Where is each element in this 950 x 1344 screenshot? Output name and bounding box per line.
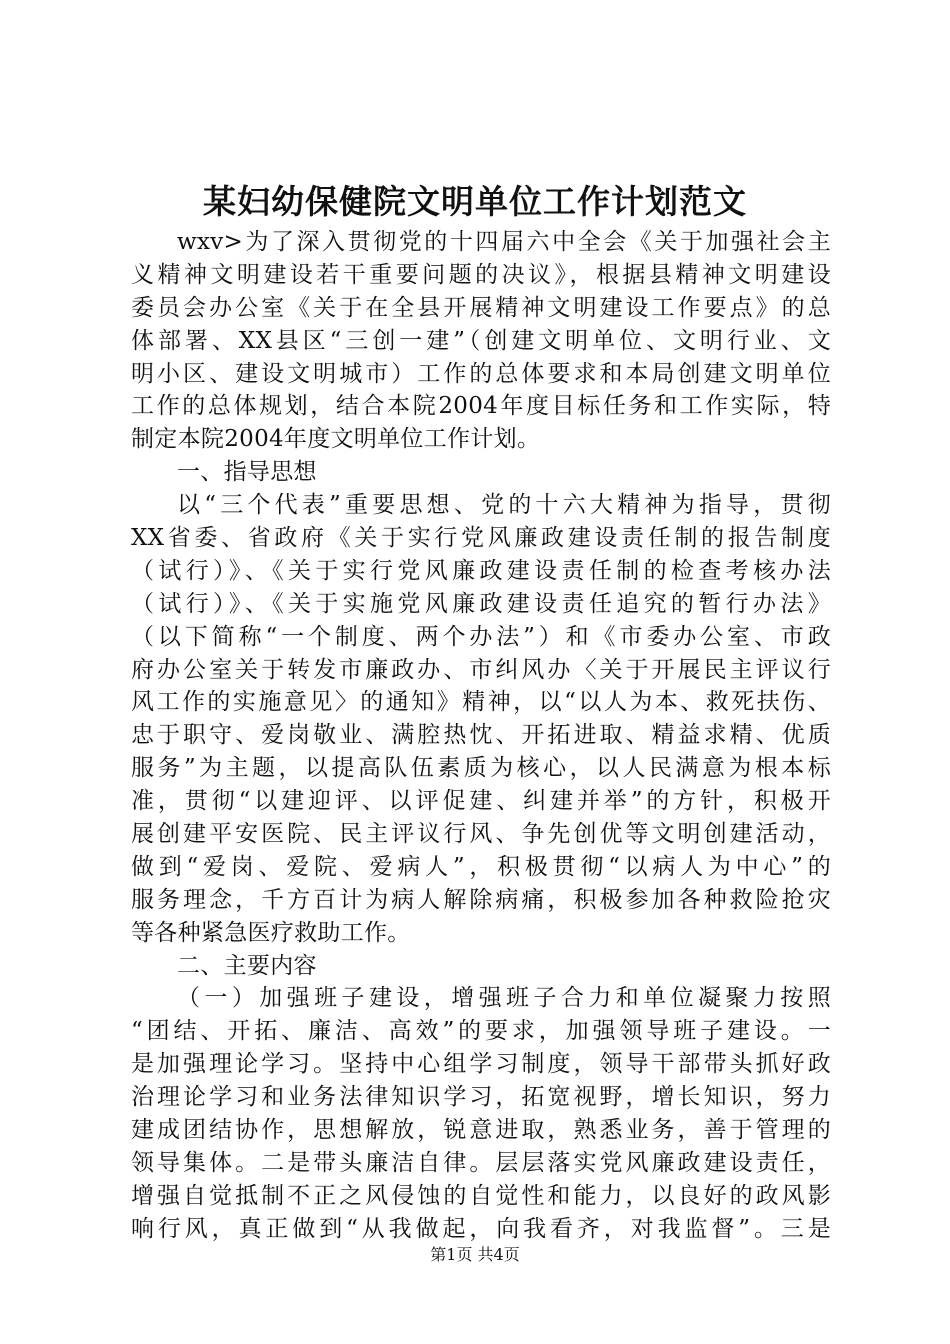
body-line: 响行风，真正做到“从我做起，向我看齐，对我监督”。三是 (131, 1215, 831, 1242)
body-line: 服务”为主题，以提高队伍素质为核心，以人民满意为根本标 (131, 755, 831, 782)
body-line: 忠于职守、爱岗敬业、满腔热忱、开拓进取、精益求精、优质 (131, 722, 831, 749)
body-line: 领导集体。二是带头廉洁自律。层层落实党风廉政建设责任， (131, 1149, 831, 1176)
body-line: 府办公室关于转发市廉政办、市纠风办〈关于开展民主评议行 (131, 656, 831, 683)
body-line: 风工作的实施意见〉的通知》精神，以“以人为本、救死扶伤、 (131, 689, 831, 716)
body-line: （试行）》、《关于实施党风廉政建设责任追究的暂行办法》 (131, 590, 831, 617)
body-line: wxv>为了深入贯彻党的十四届六中全会《关于加强社会主 (177, 229, 831, 255)
body-line: 是加强理论学习。坚持中心组学习制度，领导干部带头抓好政 (131, 1051, 831, 1078)
body-line: 以“三个代表”重要思想、党的十六大精神为指导，贯彻 (177, 492, 831, 519)
body-line: 制定本院2004年度文明单位工作计划。 (131, 426, 541, 453)
body-line: （以下简称“一个制度、两个办法”）和《市委办公室、市政 (131, 623, 831, 650)
body-line: 增强自觉抵制不正之风侵蚀的自觉性和能力，以良好的政风影 (131, 1182, 831, 1209)
body-line: （试行）》、《关于实行党风廉政建设责任制的检查考核办法 (131, 557, 831, 584)
body-line: “团结、开拓、廉洁、高效”的要求，加强领导班子建设。一 (131, 1018, 831, 1045)
document-body (131, 226, 831, 1246)
section-heading: 一、指导思想 (177, 459, 317, 486)
body-line: （一）加强班子建设，增强班子合力和单位凝聚力按照 (177, 985, 831, 1012)
body-line: 建成团结协作，思想解放，锐意进取，熟悉业务，善于管理的 (131, 1117, 831, 1144)
body-line: 做到“爱岗、爱院、爱病人”，积极贯彻“以病人为中心”的 (131, 853, 831, 880)
page-footer: 第1页 共4页 (430, 1245, 520, 1264)
section-heading: 二、主要内容 (177, 952, 317, 979)
body-line: 等各种紧急医疗救助工作。 (131, 919, 411, 946)
body-line: 体部署、XX县区“三创一建”（创建文明单位、文明行业、文 (131, 327, 831, 354)
body-line: 明小区、建设文明城市）工作的总体要求和本局创建文明单位 (131, 360, 831, 387)
body-line: 义精神文明建设若干重要问题的决议》，根据县精神文明建设 (131, 261, 831, 288)
body-line: 准，贯彻“以建迎评、以评促建、纠建并举”的方针，积极开 (131, 788, 831, 815)
body-line: 工作的总体规划，结合本院2004年度目标任务和工作实际，特 (131, 393, 831, 420)
document-title: 某妇幼保健院文明单位工作计划范文 (203, 182, 747, 221)
body-line: XX省委、省政府《关于实行党风廉政建设责任制的报告制度 (131, 525, 831, 552)
body-line: 展创建平安医院、民主评议行风、争先创优等文明创建活动， (131, 821, 831, 848)
body-line: 委员会办公室《关于在全县开展精神文明建设工作要点》的总 (131, 294, 831, 321)
body-line: 服务理念，千方百计为病人解除病痛，积极参加各种救险抢灾 (131, 886, 831, 913)
body-line: 治理论学习和业务法律知识学习，拓宽视野，增长知识，努力 (131, 1084, 831, 1111)
